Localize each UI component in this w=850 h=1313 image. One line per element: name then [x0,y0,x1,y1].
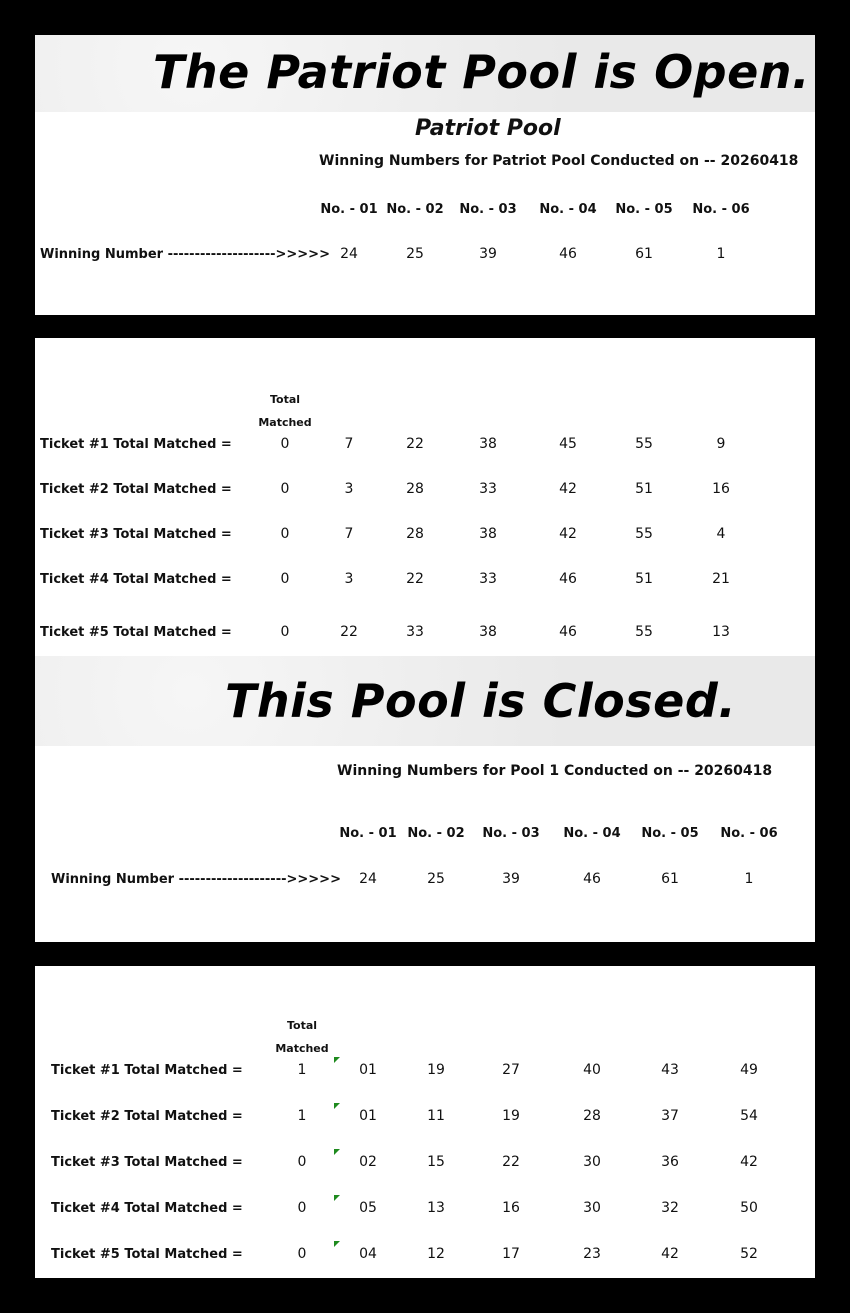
pool1-total-matched-header-2: Matched [258,416,312,429]
pool1-ticket-1-number-2: 22 [406,436,424,452]
pool1-winning-number-3: 39 [479,246,497,262]
pool1-ticket-3-label: Ticket #3 Total Matched = [40,527,232,542]
pool2-col-1: No. - 01 [339,826,397,841]
pool2-total-matched-header-1: Total [286,1019,318,1032]
pool1-ticket-4-number-6: 21 [712,571,730,587]
pool1-ticket-2-number-5: 51 [635,481,653,497]
pool1-ticket-3-number-2: 28 [406,526,424,542]
pool1-ticket-4-number-2: 22 [406,571,424,587]
pool1-ticket-3-number-3: 38 [479,526,497,542]
pool1-col-5: No. - 05 [615,202,673,217]
pool1-ticket-2-matched: 0 [280,481,290,497]
pool2-ticket-3-label: Ticket #3 Total Matched = [51,1155,243,1170]
pool1-ticket-1-number-3: 38 [479,436,497,452]
pool1-winning-number-1: 24 [340,246,358,262]
pool2-winning-label: Winning Number -------------------->>>>> [51,872,341,887]
pool1-col-4: No. - 04 [539,202,597,217]
pool2-ticket-2-number-6: 54 [740,1108,758,1124]
pool1-col-1: No. - 01 [320,202,378,217]
pool1-ticket-5-number-6: 13 [712,624,730,640]
pool2-ticket-4-number-4: 30 [583,1200,601,1216]
pool1-ticket-1-number-6: 9 [716,436,726,452]
pool2-ticket-4-number-6: 50 [740,1200,758,1216]
pool2-ticket-5-number-6: 52 [740,1246,758,1262]
pool1-ticket-5-label: Ticket #5 Total Matched = [40,625,232,640]
pool2-ticket-1-label: Ticket #1 Total Matched = [51,1063,243,1078]
pool2-ticket-3-number-1: 02 [359,1154,377,1170]
closed-banner-text: This Pool is Closed. [225,674,737,728]
open-banner [35,35,815,112]
pool2-ticket-2-number-2: 11 [427,1108,445,1124]
pool2-ticket-1-number-5: 43 [661,1062,679,1078]
pool2-ticket-3-number-5: 36 [661,1154,679,1170]
pool1-header-panel [35,112,815,315]
pool1-winning-number-4: 46 [559,246,577,262]
pool2-subtitle: Winning Numbers for Pool 1 Conducted on -- 20260418 [337,763,773,779]
pool1-winning-number-5: 61 [635,246,653,262]
pool2-ticket-4-label: Ticket #4 Total Matched = [51,1201,243,1216]
pool2-ticket-3-matched: 0 [297,1154,307,1170]
pool1-tickets-panel [35,338,815,656]
pool2-winning-number-4: 46 [583,871,601,887]
pool1-col-3: No. - 03 [459,202,517,217]
pool1-ticket-2-number-1: 3 [344,481,354,497]
pool2-ticket-1-number-4: 40 [583,1062,601,1078]
pool2-ticket-5-number-3: 17 [502,1246,520,1262]
pool2-ticket-1-number-2: 19 [427,1062,445,1078]
pool1-col-6: No. - 06 [692,202,750,217]
open-banner-text: The Patriot Pool is Open. [153,45,811,99]
pool2-ticket-5-number-2: 12 [427,1246,445,1262]
pool1-ticket-5-matched: 0 [280,624,290,640]
pool1-subtitle: Winning Numbers for Patriot Pool Conducted on -- 20260418 [319,153,799,169]
pool2-ticket-4-matched: 0 [297,1200,307,1216]
pool1-ticket-1-number-1: 7 [344,436,354,452]
pool1-ticket-2-number-3: 33 [479,481,497,497]
pool2-ticket-4-number-2: 13 [427,1200,445,1216]
pool2-ticket-5-number-1: 04 [359,1246,377,1262]
pool2-ticket-5-label: Ticket #5 Total Matched = [51,1247,243,1262]
pool2-ticket-1-number-1: 01 [359,1062,377,1078]
pool2-winning-number-3: 39 [502,871,520,887]
pool2-winning-number-5: 61 [661,871,679,887]
pool1-ticket-5-number-2: 33 [406,624,424,640]
pool2-col-4: No. - 04 [563,826,621,841]
pool1-col-2: No. - 02 [386,202,444,217]
pool2-ticket-1-number-3: 27 [502,1062,520,1078]
pool2-header-panel [35,746,815,942]
pool1-ticket-3-matched: 0 [280,526,290,542]
pool1-ticket-3-number-1: 7 [344,526,354,542]
pool1-title: Patriot Pool [415,116,561,141]
pool2-ticket-5-number-4: 23 [583,1246,601,1262]
pool1-ticket-5-number-5: 55 [635,624,653,640]
pool1-ticket-1-number-5: 55 [635,436,653,452]
pool1-ticket-4-number-1: 3 [344,571,354,587]
pool2-ticket-3-number-6: 42 [740,1154,758,1170]
pool2-tickets-panel [35,966,815,1278]
pool2-ticket-2-label: Ticket #2 Total Matched = [51,1109,243,1124]
closed-banner [35,656,815,746]
pool1-ticket-2-number-2: 28 [406,481,424,497]
pool1-ticket-5-number-1: 22 [340,624,358,640]
pool1-ticket-1-label: Ticket #1 Total Matched = [40,437,232,452]
pool2-ticket-1-number-6: 49 [740,1062,758,1078]
pool1-winning-number-6: 1 [716,246,726,262]
pool1-total-matched-header-1: Total [269,393,301,406]
pool2-ticket-2-number-5: 37 [661,1108,679,1124]
pool2-ticket-2-number-4: 28 [583,1108,601,1124]
pool2-winning-number-1: 24 [359,871,377,887]
pool1-ticket-2-label: Ticket #2 Total Matched = [40,482,232,497]
pool1-ticket-4-label: Ticket #4 Total Matched = [40,572,232,587]
pool2-ticket-5-number-5: 42 [661,1246,679,1262]
pool2-ticket-3-number-3: 22 [502,1154,520,1170]
pool1-ticket-5-number-3: 38 [479,624,497,640]
pool2-col-2: No. - 02 [407,826,465,841]
pool2-ticket-4-number-1: 05 [359,1200,377,1216]
pool1-ticket-1-matched: 0 [280,436,290,452]
pool2-ticket-3-number-2: 15 [427,1154,445,1170]
pool2-col-5: No. - 05 [641,826,699,841]
pool2-ticket-1-matched: 1 [297,1062,307,1078]
pool1-ticket-3-number-4: 42 [559,526,577,542]
pool1-ticket-3-number-5: 55 [635,526,653,542]
pool2-winning-number-6: 1 [744,871,754,887]
pool1-ticket-4-number-4: 46 [559,571,577,587]
pool1-ticket-4-number-3: 33 [479,571,497,587]
pool1-ticket-2-number-4: 42 [559,481,577,497]
pool1-ticket-2-number-6: 16 [712,481,730,497]
pool2-ticket-2-number-3: 19 [502,1108,520,1124]
pool2-ticket-4-number-3: 16 [502,1200,520,1216]
pool2-winning-number-2: 25 [427,871,445,887]
pool2-ticket-5-matched: 0 [297,1246,307,1262]
pool1-winning-number-2: 25 [406,246,424,262]
pool2-col-6: No. - 06 [720,826,778,841]
pool1-ticket-4-number-5: 51 [635,571,653,587]
pool1-ticket-3-number-6: 4 [716,526,726,542]
pool1-winning-label: Winning Number -------------------->>>>> [40,247,330,262]
pool2-ticket-3-number-4: 30 [583,1154,601,1170]
pool2-ticket-2-number-1: 01 [359,1108,377,1124]
pool2-col-3: No. - 03 [482,826,540,841]
pool2-total-matched-header-2: Matched [275,1042,329,1055]
pool1-ticket-1-number-4: 45 [559,436,577,452]
pool1-ticket-5-number-4: 46 [559,624,577,640]
pool2-ticket-2-matched: 1 [297,1108,307,1124]
pool1-ticket-4-matched: 0 [280,571,290,587]
pool2-ticket-4-number-5: 32 [661,1200,679,1216]
